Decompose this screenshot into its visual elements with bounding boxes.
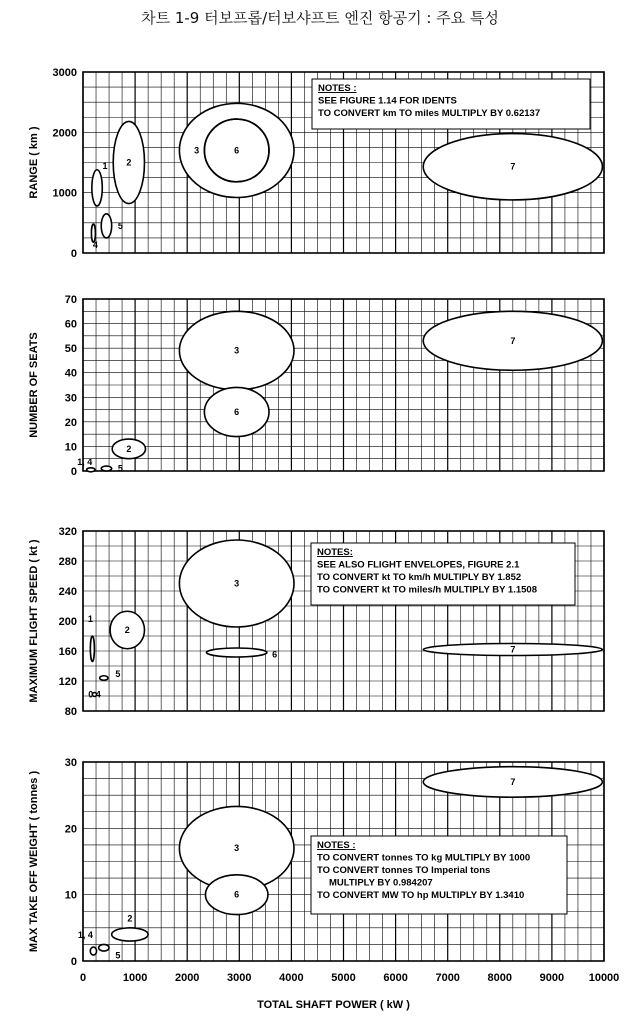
y-axis-label: MAXIMUM FLIGHT SPEED ( kt ) [28, 539, 40, 703]
y-axis-label: MAX TAKE OFF WEIGHT ( tonnes ) [28, 770, 40, 953]
note-line: TO CONVERT tonnes TO Imperial tons [317, 865, 491, 876]
chart-panels [28, 67, 619, 1011]
x-tick-label: 1000 [122, 972, 148, 984]
y-tick-label: 50 [64, 343, 77, 356]
envelope-label: 5 [117, 463, 123, 474]
note-line: MULTIPLY BY 0.984207 [329, 877, 433, 889]
y-tick-label: 70 [64, 294, 77, 306]
envelope-6 [206, 648, 266, 657]
figure-title: 차트 1-9 터보프롭/터보샤프트 엔진 항공기 : 주요 특성 [141, 9, 499, 27]
envelope-label: 4 [92, 240, 98, 251]
panel-1 [28, 67, 604, 260]
envelope-label: 3 [234, 578, 240, 589]
envelope-1-4 [90, 947, 96, 955]
envelope-1-4 [87, 468, 95, 472]
y-axis-label: NUMBER OF SEATS [28, 332, 40, 438]
x-tick-label: 4000 [279, 972, 304, 984]
envelope-label: 3 [194, 145, 200, 156]
envelope-1 [92, 170, 102, 206]
x-tick-label: 3000 [227, 972, 252, 984]
y-tick-label: 200 [58, 616, 77, 628]
y-tick-label: 30 [64, 392, 77, 405]
envelope-label: 1, 4 [77, 930, 93, 941]
y-tick-label: 0 [70, 466, 77, 478]
y-tick-label: 10 [64, 441, 77, 454]
note-line: TO CONVERT kt TO miles/h MULTIPLY BY 1.1508 [317, 584, 537, 596]
y-tick-label: 3000 [52, 67, 77, 79]
note-line: NOTES: [317, 547, 353, 558]
y-tick-label: 160 [58, 646, 77, 658]
y-tick-label: 0 [70, 248, 77, 260]
envelope-label: 3 [234, 843, 240, 854]
envelope-5 [101, 214, 111, 238]
note-line: TO CONVERT tonnes TO kg MULTIPLY BY 1000 [317, 852, 531, 864]
y-tick-label: 60 [64, 318, 77, 331]
y-tick-label: 40 [64, 367, 77, 380]
envelope-label: 6 [234, 145, 240, 156]
x-tick-label: 2000 [174, 972, 200, 984]
envelope-label: 2 [126, 157, 132, 168]
envelope-label: 5 [115, 669, 121, 679]
envelope-label: 7 [510, 335, 516, 346]
y-axis-label: RANGE ( km ) [28, 126, 40, 199]
envelope-label: 7 [510, 644, 516, 655]
envelope-label: 2 [124, 625, 130, 635]
envelope-label: 5 [115, 950, 121, 961]
y-tick-label: 10 [64, 889, 77, 902]
x-tick-label: 9000 [539, 972, 565, 984]
y-tick-label: 20 [64, 823, 77, 836]
note-line: SEE FIGURE 1.14 FOR IDENTS [318, 95, 457, 107]
y-tick-label: 1000 [52, 187, 77, 200]
x-tick-label: 0 [79, 972, 87, 984]
note-line: NOTES : [318, 83, 357, 94]
envelope-label: 7 [510, 161, 516, 172]
envelope-5 [101, 466, 111, 471]
envelope-label: 6 [272, 649, 278, 660]
note-line: TO CONVERT kt TO km/h MULTIPLY BY 1.852 [317, 572, 522, 583]
y-tick-label: 2000 [52, 127, 77, 140]
envelope-2 [112, 928, 148, 941]
x-tick-label: 8000 [487, 972, 513, 984]
x-tick-label: 7000 [435, 972, 460, 984]
note-line: NOTES : [317, 840, 356, 851]
y-tick-label: 320 [58, 526, 77, 538]
envelope-5 [100, 676, 108, 681]
x-tick-label: 6000 [383, 972, 408, 984]
envelope-label: 7 [510, 776, 516, 787]
x-axis-label: TOTAL SHAFT POWER ( kW ) [257, 999, 410, 1011]
y-tick-label: 80 [64, 706, 77, 718]
envelope-label: 0 4 [88, 689, 101, 700]
y-tick-label: 0 [70, 956, 77, 968]
envelope-1 [90, 636, 94, 662]
y-tick-label: 20 [64, 416, 77, 429]
envelope-label: 2 [127, 913, 133, 924]
envelope-5 [99, 944, 109, 951]
y-tick-label: 30 [64, 757, 77, 769]
envelope-label: 1, 4 [77, 456, 93, 467]
envelope-label: 5 [117, 220, 123, 231]
note-line: TO CONVERT km TO miles MULTIPLY BY 0.62137 [318, 108, 541, 119]
y-tick-label: 240 [58, 586, 77, 598]
envelope-label: 1 [102, 160, 108, 171]
envelope-label: 6 [234, 889, 240, 900]
envelope-label: 3 [234, 345, 240, 356]
x-tick-label: 10000 [588, 972, 620, 984]
envelope-label: 1 [87, 613, 93, 624]
envelope-label: 2 [126, 443, 132, 454]
panel-3 [28, 526, 604, 718]
panel-4 [28, 757, 619, 1011]
envelope-label: 6 [234, 407, 240, 418]
y-tick-label: 280 [58, 556, 77, 568]
y-tick-label: 120 [58, 676, 77, 688]
note-line: SEE ALSO FLIGHT ENVELOPES, FIGURE 2.1 [317, 559, 520, 571]
panel-2 [28, 294, 604, 478]
note-line: TO CONVERT MW TO hp MULTIPLY BY 1.3410 [317, 890, 525, 901]
x-tick-label: 5000 [331, 972, 356, 984]
